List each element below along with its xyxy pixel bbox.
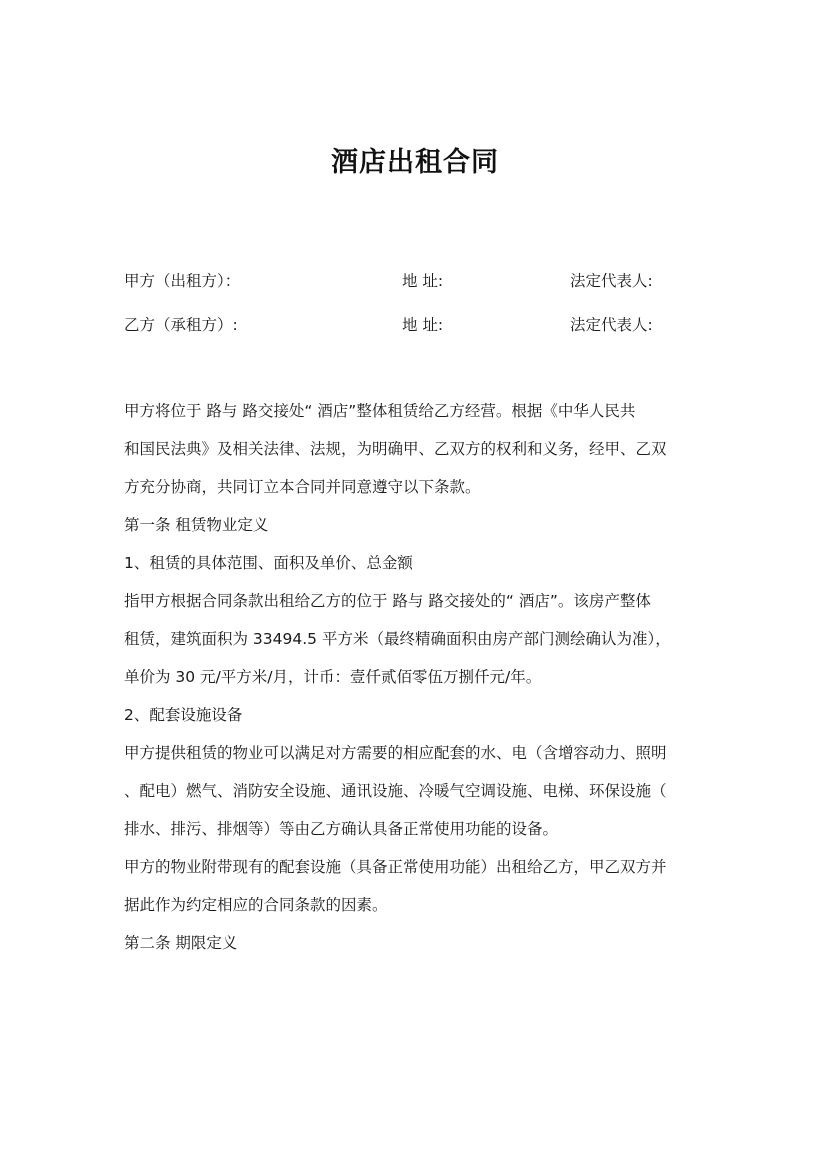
body-line: 甲方的物业附带现有的配套设施（具备正常使用功能）出租给乙方，甲乙双方并 — [124, 858, 667, 876]
body-line: 、配电）燃气、消防安全设施、通讯设施、冷暖气空调设施、电梯、环保设施（ — [124, 782, 667, 800]
party-a-label: 甲方（出租方）： — [124, 272, 241, 290]
body-line: 和国民法典》及相关法律、法规，为明确甲、乙双方的权利和义务，经甲、乙双 — [124, 440, 667, 458]
document-title: 酒店出租合同 — [331, 147, 499, 178]
body-line: 据此作为约定相应的合同条款的因素。 — [124, 896, 388, 914]
section-2-heading: 2、配套设施设备 — [124, 706, 243, 724]
article-2-heading: 第二条 期限定义 — [124, 934, 238, 952]
party-b-rep-label: 法定代表人: — [570, 316, 653, 334]
party-a-address-label: 地 址: — [402, 272, 444, 290]
body-line: 排水、排污、排烟等）等由乙方确认具备正常使用功能的设备。 — [124, 820, 559, 838]
party-b-row — [0, 313, 830, 337]
body-line: 租赁，建筑面积为 33494.5 平方米（最终精确面积由房产部门测绘确认为准）， — [124, 630, 671, 648]
section-1-heading: 1、租赁的具体范围、面积及单价、总金额 — [124, 554, 413, 572]
party-b-label: 乙方（承租方）: — [124, 316, 238, 334]
contract-body — [124, 392, 714, 962]
body-line: 甲方提供租赁的物业可以满足对方需要的相应配套的水、电（含增容动力、照明 — [124, 744, 667, 762]
party-b-address-label: 地 址: — [402, 316, 444, 334]
article-1-heading: 第一条 租赁物业定义 — [124, 516, 269, 534]
body-line: 方充分协商，共同订立本合同并同意遵守以下条款。 — [124, 478, 481, 496]
body-line: 甲方将位于 路与 路交接处“ 酒店”整体租赁给乙方经营。根据《中华人民共 — [124, 402, 636, 420]
party-a-rep-label: 法定代表人: — [570, 272, 653, 290]
body-line: 单价为 30 元/平方米/月，计币：壹仟贰佰零伍万捌仟元/年。 — [124, 668, 542, 686]
body-line: 指甲方根据合同条款出租给乙方的位于 路与 路交接处的“ 酒店”。该房产整体 — [124, 592, 651, 610]
party-a-row — [0, 269, 830, 293]
